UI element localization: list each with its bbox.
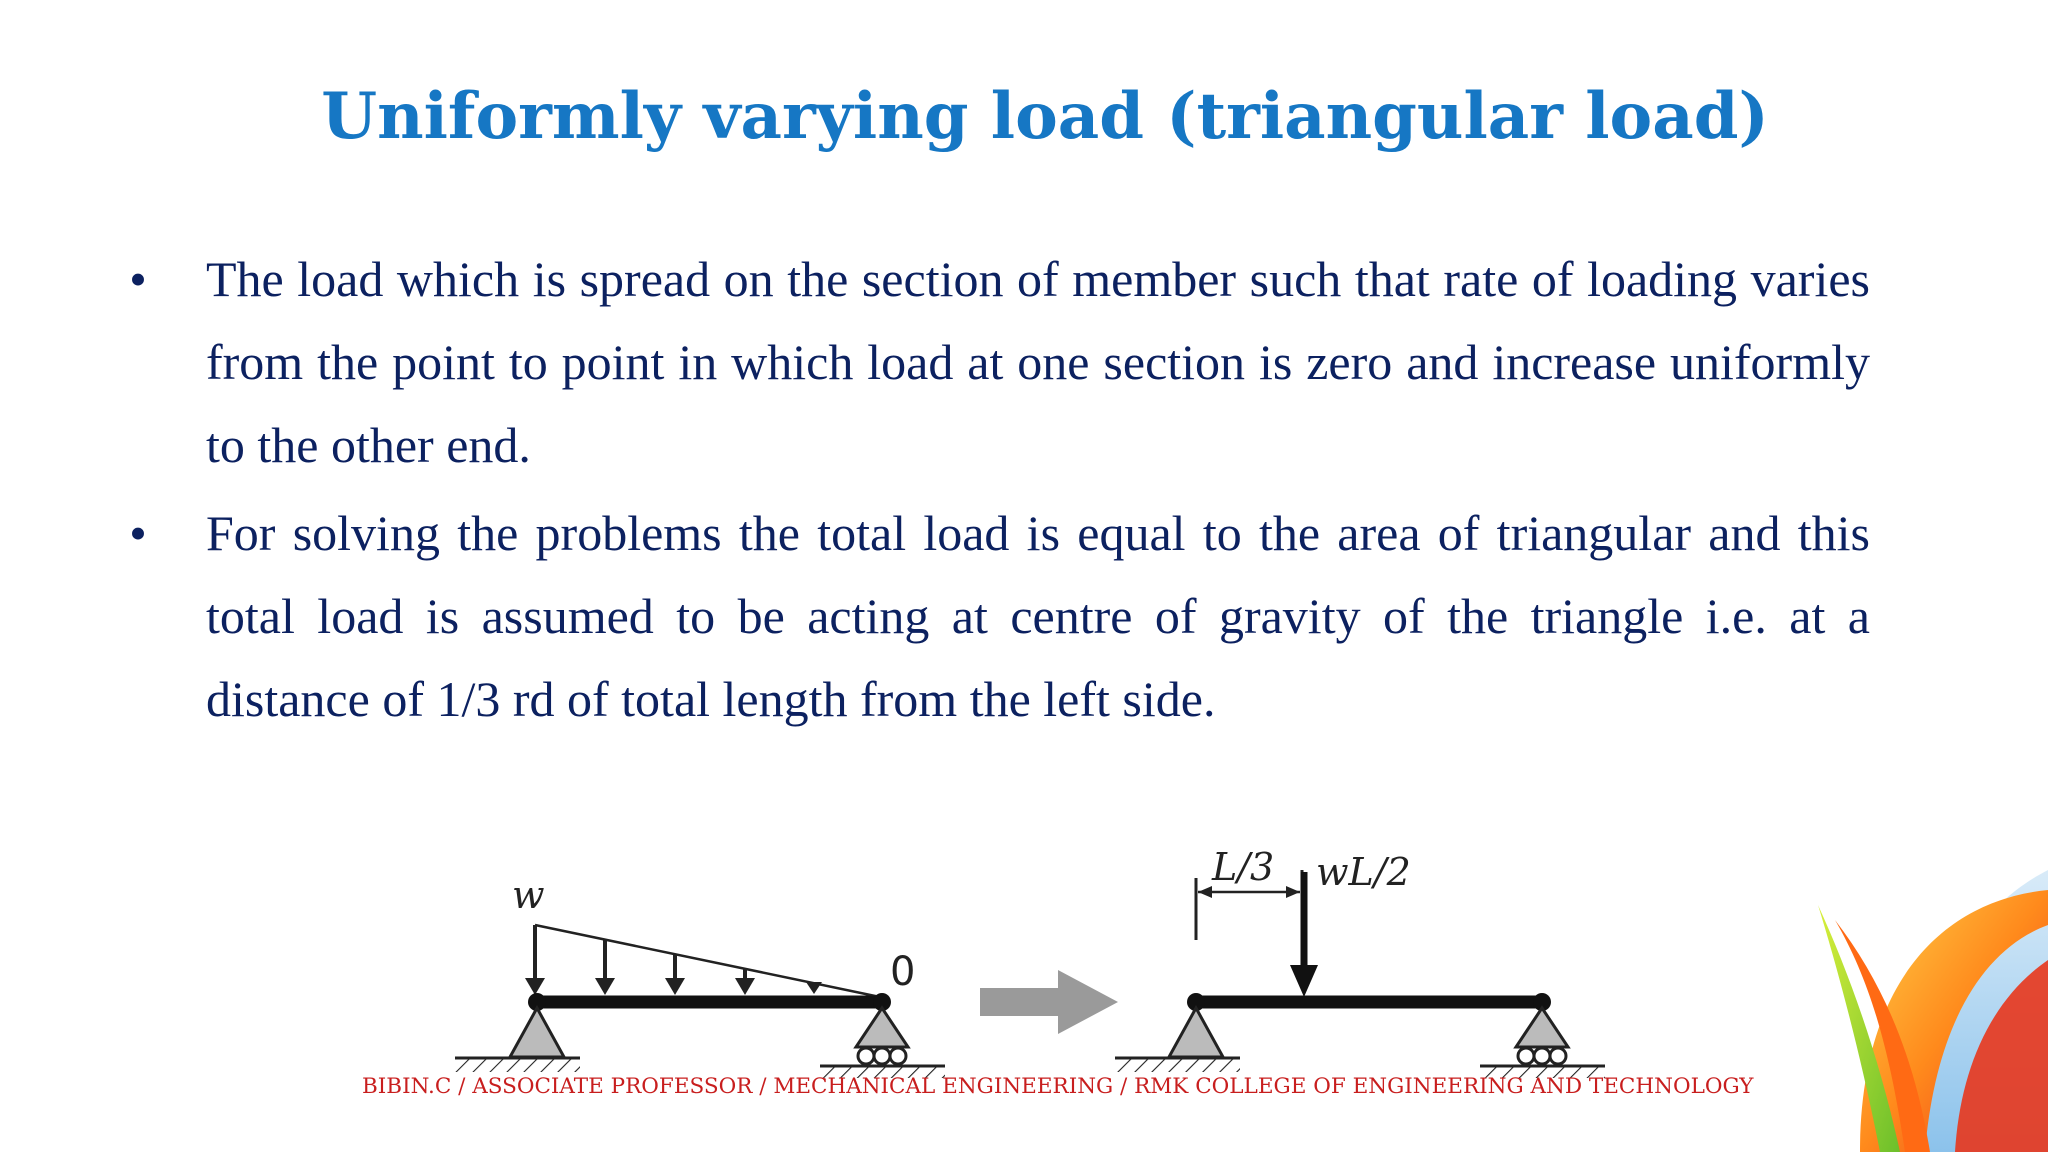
label-L3: L/3 [1212,845,1275,889]
bullet-dot: • [129,251,147,307]
bullet-dot: • [129,505,147,561]
label-zero: 0 [890,949,916,995]
label-wL2: wL/2 [1316,850,1411,894]
label-w: w [512,873,545,917]
slide-title: Uniformly varying load (triangular load) [321,79,1769,154]
bullet-text: For solving the problems the total load is equal to the area of triangular and this total load is assumed to be acting at centre of gravity of the triangle i.e. at a distance of 1/3 rd of total length from the left side. [206,505,1870,727]
slide-footer: BIBIN.C / ASSOCIATE PROFESSOR / MECHANICAL ENGINEERING / RMK COLLEGE OF ENGINEERING AND TECHNOLOGY [362,1074,1754,1099]
bullet-text: The load which is spread on the section of member such that rate of loading varies from the point to point in which load at one section is zero and increase uniformly to the other end. [206,251,1870,473]
